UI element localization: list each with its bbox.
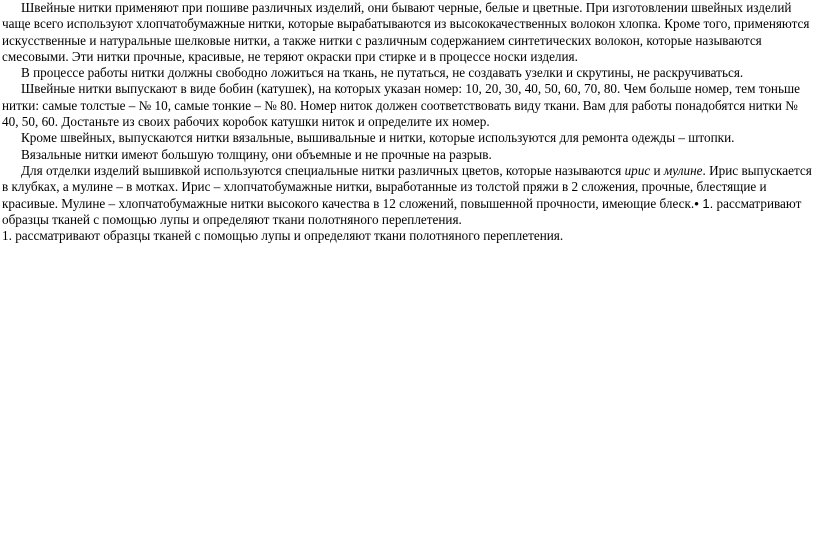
paragraph-embroidery-threads — [2, 163, 812, 228]
conjunction-and: и — [650, 162, 664, 178]
term-iris: ирис — [624, 162, 651, 178]
term-mouline: мулине — [663, 162, 703, 178]
paragraph-fabric-examination: 1. рассматривают образцы тканей с помощью лупы и определяют ткани полотняного переплетения. — [2, 228, 564, 244]
paragraph-work-process: В процессе работы нитки должны свободно ложиться на ткань, не путаться, не создавать узелки и скрутины, не раскручиваться. — [21, 65, 744, 81]
paragraph-knitting-threads: Вязальные нитки имеют большую толщину, они объемные и не прочные на разрыв. — [21, 146, 492, 162]
paragraph-thread-types: Кроме швейных, выпускаются нитки вязальные, вышивальные и нитки, которые используются для ремонта одежды – штопки. — [21, 130, 735, 146]
embroidery-text-middle: . Ирис выпускается в клубках, а мулине – в мотках. Ирис – хлопчатобумажные нитки, выработанные из толстой пряжи в 2 сложения, прочные, блестящие и красивые. Мулине – хлопчатобумажные нитки высокого качества в 12 сложений, повышенной прочности, имеющие блеск. — [2, 162, 812, 211]
paragraph-thread-numbers: Швейные нитки выпускают в виде бобин (катушек), на которых указан номер: 10, 20, 30, 40, 50, 60, 70, 80. Чем больше номер, тем тоньше нитки: самые толстые – № 10, самые тонкие – № 80. Номер ниток должен соответствовать виду ткани. Вам для работы понадобятся нитки № 40, 50, 60. Достаньте из своих рабочих коробок катушки ниток и определите их номер. — [2, 81, 801, 130]
paragraph-sewing-threads: Швейные нитки применяют при пошиве различных изделий, они бывают черные, белые и цветные. При изготовлении швейных изделий чаще всего используют хлопчатобумажные нитки, которые вырабатываются из высококачественных волокон хлопка. Кроме того, применяются искусственные и натуральные шелковые нитки, а также нитки с различным содержанием синтетических волокон, которые называются смесовыми. Эти нитки прочные, красивые, не теряют окраски при стирке и в процессе носки изделия. — [2, 0, 810, 64]
embroidery-text-start: Для отделки изделий вышивкой используются специальные нитки различных цветов, которые называются — [21, 162, 625, 178]
embroidery-text-end: рассматривают образцы тканей с помощью лупы и определяют ткани полотняного переплетения. — [2, 195, 802, 227]
bullet-marker: • 1. — [694, 195, 714, 211]
document-body — [2, 0, 812, 244]
